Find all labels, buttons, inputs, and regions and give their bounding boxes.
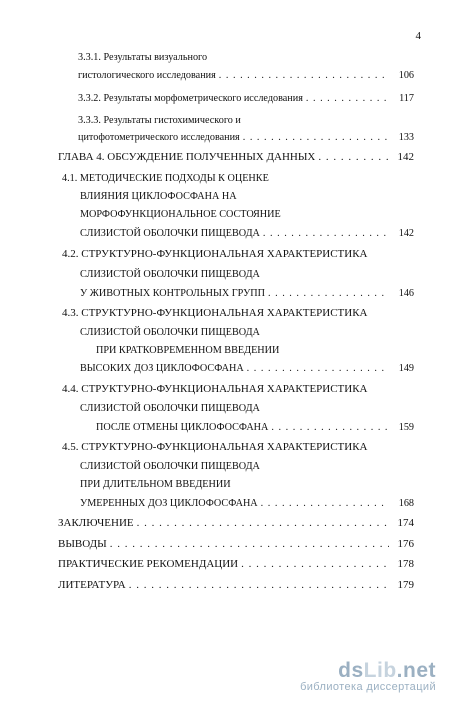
toc-entry-text: ПРИ ДЛИТЕЛЬНОМ ВВЕДЕНИИ <box>80 479 231 490</box>
toc-entry-text: ВЫСОКИХ ДОЗ ЦИКЛОФОСФАНА <box>80 363 244 374</box>
toc-entry-text: ПОСЛЕ ОТМЕНЫ ЦИКЛОФОСФАНА <box>96 422 269 433</box>
toc-entry-text: ПРАКТИЧЕСКИЕ РЕКОМЕНДАЦИИ <box>58 558 239 570</box>
toc-entry <box>80 362 414 375</box>
toc-entry-text: ПРИ КРАТКОВРЕМЕННОМ ВВЕДЕНИИ <box>96 345 280 356</box>
toc-entry-text: 4.5. СТРУКТУРНО-ФУНКЦИОНАЛЬНАЯ ХАРАКТЕРИСТИКА <box>62 441 368 453</box>
toc-entry <box>62 307 368 320</box>
toc-entry-text: 4.4. СТРУКТУРНО-ФУНКЦИОНАЛЬНАЯ ХАРАКТЕРИСТИКА <box>62 383 368 395</box>
toc-entry-text: УМЕРЕННЫХ ДОЗ ЦИКЛОФОСФАНА <box>80 498 258 509</box>
toc-leader-dots <box>306 92 389 105</box>
toc-page-number: 176 <box>397 538 414 550</box>
toc-entry <box>78 51 207 64</box>
toc-entry <box>78 114 241 127</box>
toc-entry <box>78 92 414 105</box>
toc-entry <box>80 497 414 510</box>
toc-entry <box>80 326 260 339</box>
watermark-logo-lib: Lib <box>363 659 397 682</box>
toc-entry <box>80 227 414 240</box>
toc-entry-text: У ЖИВОТНЫХ КОНТРОЛЬНЫХ ГРУПП <box>80 288 266 299</box>
toc-entry-text: ГЛАВА 4. ОБСУЖДЕНИЕ ПОЛУЧЕННЫХ ДАННЫХ <box>58 151 316 163</box>
toc-entry-text: 3.3.1. Результаты визуального <box>78 52 208 63</box>
toc-leader-dots <box>247 362 389 375</box>
toc-entry-text: СЛИЗИСТОЙ ОБОЛОЧКИ ПИЩЕВОДА <box>80 461 260 472</box>
toc-entry-text: МОРФОФУНКЦИОНАЛЬНОЕ СОСТОЯНИЕ <box>80 209 281 220</box>
toc-page-number: 133 <box>398 132 414 143</box>
toc-entry <box>80 478 231 491</box>
dslib-watermark <box>276 659 436 693</box>
toc-entry-text: цитофотометрического исследования <box>78 132 240 143</box>
toc-page-number: 117 <box>399 93 414 104</box>
toc-leader-dots <box>137 517 389 530</box>
toc-page-number: 146 <box>398 288 414 299</box>
toc-leader-dots <box>271 421 389 434</box>
toc-entry <box>80 402 260 415</box>
toc-page-number: 178 <box>397 558 414 570</box>
toc-leader-dots <box>263 227 389 240</box>
toc-entry-text: ВЛИЯНИЯ ЦИКЛОФОСФАНА НА <box>80 191 237 202</box>
toc-entry <box>62 248 368 261</box>
toc-entry <box>78 131 414 144</box>
toc-page-number: 174 <box>397 517 414 529</box>
toc-page-number: 168 <box>398 498 414 509</box>
toc-page-number: 159 <box>398 422 414 433</box>
toc-entry <box>62 441 368 454</box>
toc-leader-dots <box>318 151 389 164</box>
toc-entry <box>96 344 279 357</box>
toc-entry <box>80 208 281 221</box>
toc-section-heading <box>58 517 414 530</box>
toc-leader-dots <box>243 131 389 144</box>
toc-leader-dots <box>110 538 389 551</box>
toc-entry <box>80 268 260 281</box>
toc-leader-dots <box>268 287 389 300</box>
toc-page-number: 106 <box>398 70 414 81</box>
toc-page-number: 149 <box>398 363 414 374</box>
toc-leader-dots <box>261 497 389 510</box>
toc-leader-dots <box>129 579 389 592</box>
toc-entry-text: 4.3. СТРУКТУРНО-ФУНКЦИОНАЛЬНАЯ ХАРАКТЕРИСТИКА <box>62 307 368 319</box>
watermark-subtitle: библиотека диссертаций <box>300 681 436 693</box>
toc-entry-text: 3.3.3. Результаты гистохимического и <box>78 115 241 126</box>
toc-entry <box>80 287 414 300</box>
toc-entry-text: 3.3.2. Результаты морфометрического исследования <box>78 93 303 104</box>
toc-entry <box>80 190 237 203</box>
toc-entry-text: 4.1. МЕТОДИЧЕСКИЕ ПОДХОДЫ К ОЦЕНКЕ <box>62 173 269 184</box>
toc-entry-text: СЛИЗИСТОЙ ОБОЛОЧКИ ПИЩЕВОДА <box>80 327 260 338</box>
toc-entry-text: гистологического исследования <box>78 70 216 81</box>
toc-section-heading <box>58 538 414 551</box>
page-number: 4 <box>415 30 421 42</box>
toc-section-heading <box>58 558 414 571</box>
toc-entry-text: ЗАКЛЮЧЕНИЕ <box>58 517 134 529</box>
toc-entry-text: СЛИЗИСТОЙ ОБОЛОЧКИ ПИЩЕВОДА <box>80 269 260 280</box>
toc-leader-dots <box>219 69 389 82</box>
toc-leader-dots <box>241 558 389 571</box>
toc-entry <box>78 69 414 82</box>
toc-page-number: 142 <box>398 228 414 239</box>
toc-entry-text: 4.2. СТРУКТУРНО-ФУНКЦИОНАЛЬНАЯ ХАРАКТЕРИСТИКА <box>62 248 368 260</box>
toc-entry-text: ЛИТЕРАТУРА <box>58 579 126 591</box>
toc-entry <box>62 172 269 185</box>
toc-chapter-heading <box>58 151 414 164</box>
toc-entry-text: СЛИЗИСТОЙ ОБОЛОЧКИ ПИЩЕВОДА <box>80 403 260 414</box>
toc-entry <box>80 460 260 473</box>
toc-entry <box>62 383 368 396</box>
toc-page-number: 142 <box>397 151 414 163</box>
toc-entry-text: ВЫВОДЫ <box>58 538 107 550</box>
toc-entry-text: СЛИЗИСТОЙ ОБОЛОЧКИ ПИЩЕВОДА <box>80 228 260 239</box>
watermark-logo <box>276 659 436 683</box>
toc-page-number: 179 <box>397 579 414 591</box>
toc-entry <box>96 421 414 434</box>
watermark-logo-ds: ds <box>338 659 364 682</box>
watermark-logo-tld: .net <box>396 659 436 682</box>
toc-section-heading <box>58 579 414 592</box>
